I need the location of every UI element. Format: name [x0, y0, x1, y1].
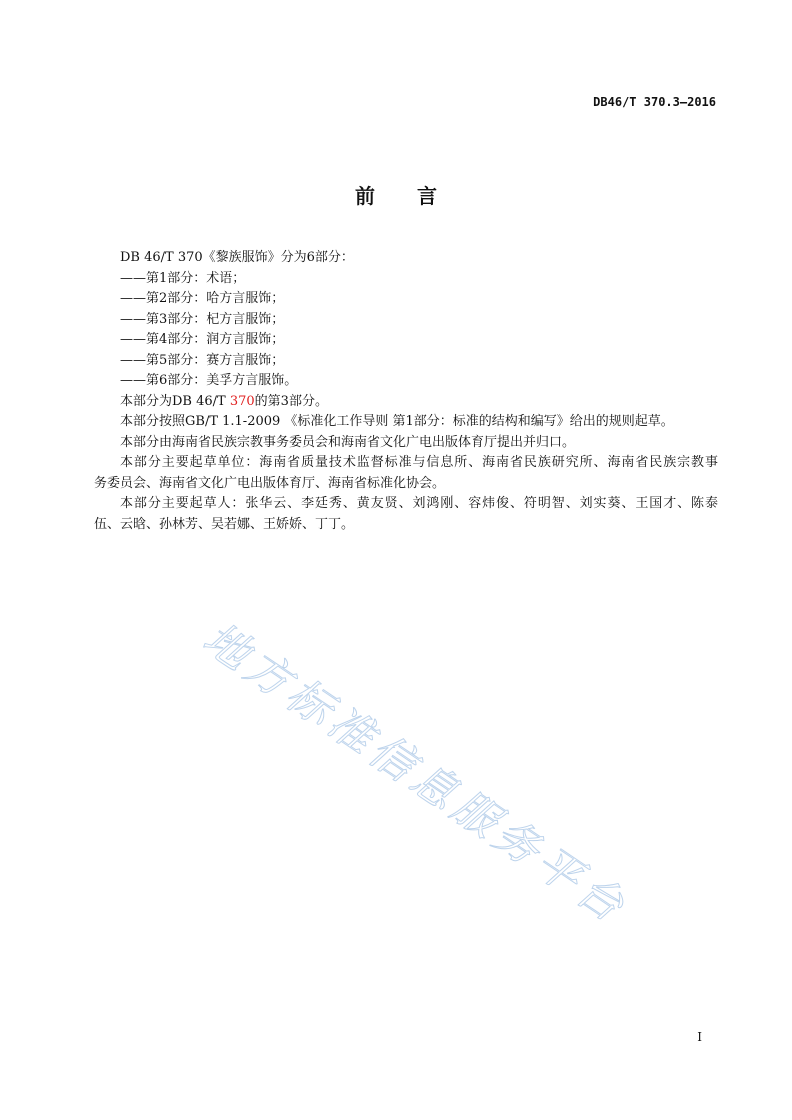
list-item-part-1: ——第1部分：术语；	[120, 270, 246, 286]
part-statement-suffix: 的第3部分。	[254, 393, 328, 409]
standard-number-highlight: 370	[229, 393, 255, 409]
list-item-part-2: ——第2部分：哈方言服饰；	[120, 291, 285, 306]
list-item-part-5: ——第5部分：赛方言服饰；	[120, 352, 285, 368]
list-item-part-3: ——第3部分：杞方言服饰；	[120, 311, 285, 327]
drafters-line-2: 伍、云晗、孙林芳、吴若娜、王娇娇、丁丁。	[94, 516, 355, 532]
intro-paragraph: DB 46/T 370《黎族服饰》分为6部分：	[120, 250, 354, 265]
drafting-rule-paragraph: 本部分按照GB/T 1.1-2009 《标准化工作导则 第1部分：标准的结构和编写》给出的规则起草。	[120, 414, 674, 429]
list-item-part-4: ——第4部分：润方言服饰；	[120, 332, 285, 347]
part-statement	[94, 392, 718, 413]
part-statement-prefix: 本部分为DB 46/T	[120, 393, 230, 409]
page-title: 前言	[355, 184, 479, 208]
list-item-part-6: ——第6部分：美孚方言服饰。	[120, 373, 298, 388]
page-number: I	[697, 1030, 702, 1044]
drafting-units-line-2: 务委员会、海南省文化广电出版体育厅、海南省标准化协会。	[94, 475, 446, 491]
drafters-line-1: 本部分主要起草人：张华云、李廷秀、黄友贤、刘鸿刚、容炜俊、符明智、刘实葵、王国才、陈泰	[120, 496, 718, 511]
watermark-text: 地方标准信息服务平台	[193, 612, 638, 935]
proposer-paragraph: 本部分由海南省民族宗教事务委员会和海南省文化广电出版体育厅提出并归口。	[120, 434, 576, 450]
foreword-body	[94, 248, 718, 535]
drafting-units-line-1: 本部分主要起草单位：海南省质量技术监督标准与信息所、海南省民族研究所、海南省民族宗教事	[120, 455, 718, 470]
document-code: DB46/T 370.3—2016	[593, 95, 716, 109]
